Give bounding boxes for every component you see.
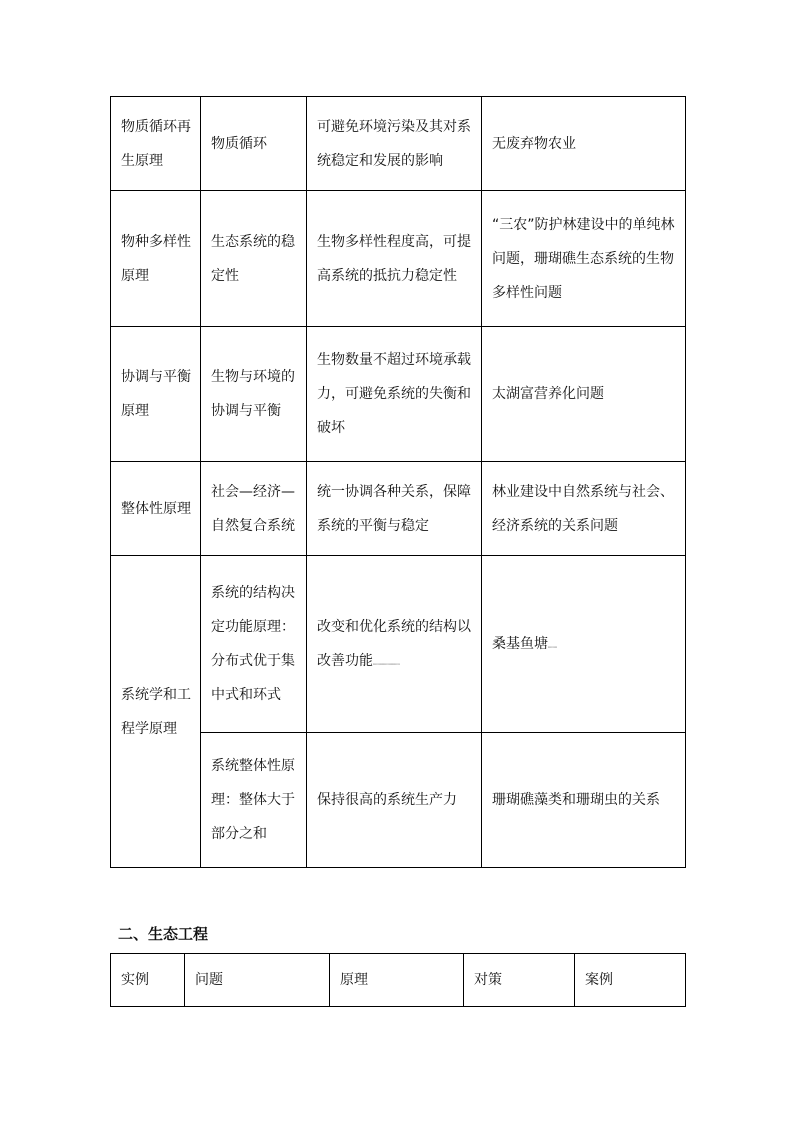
- theory-cell: 物质循环: [201, 97, 307, 191]
- section-title: 二、生态工程: [118, 925, 209, 943]
- principles-table: [110, 96, 686, 868]
- significance-cell: 改变和优化系统的结构以改善功能ɪɪɪɪɪɪɪɪɪɪɪɪɪɪɪɪɪɪɪɪɪɪɪɪ: [307, 556, 482, 733]
- significance-cell: 保持很高的系统生产力: [307, 733, 482, 868]
- table-row: [111, 327, 686, 462]
- column-header: 实例: [111, 954, 185, 1007]
- table-row: [111, 556, 686, 733]
- column-header: 案例: [575, 954, 686, 1007]
- application-cell: 无废弃物农业: [482, 97, 686, 191]
- watermark-mark: ɪɪɪɪɪɪɪɪ: [548, 645, 557, 649]
- significance-cell: 可避免环境污染及其对系统稳定和发展的影响: [307, 97, 482, 191]
- engineering-table: [110, 953, 686, 1007]
- theory-cell: 生态系统的稳定性: [201, 191, 307, 327]
- application-cell: 桑基鱼塘ɪɪɪɪɪɪɪɪ: [482, 556, 686, 733]
- principle-cell: 协调与平衡原理: [111, 327, 201, 462]
- theory-cell: 系统的结构决定功能原理：分布式优于集中式和环式: [201, 556, 307, 733]
- theory-cell: 生物与环境的协调与平衡: [201, 327, 307, 462]
- application-cell: 珊瑚礁藻类和珊瑚虫的关系: [482, 733, 686, 868]
- column-header: 对策: [464, 954, 575, 1007]
- theory-cell: 系统整体性原理：整体大于部分之和: [201, 733, 307, 868]
- application-cell: 林业建设中自然系统与社会、经济系统的关系问题: [482, 462, 686, 556]
- watermark-mark: ɪɪɪɪɪɪɪɪɪɪɪɪɪɪɪɪɪɪɪɪɪɪɪɪ: [373, 662, 400, 666]
- principle-cell: 物种多样性原理: [111, 191, 201, 327]
- significance-cell: 统一协调各种关系，保障系统的平衡与稳定: [307, 462, 482, 556]
- table-header-row: [111, 954, 686, 1007]
- theory-cell: 社会—经济—自然复合系统: [201, 462, 307, 556]
- table-row: [111, 97, 686, 191]
- significance-cell: 生物多样性程度高，可提高系统的抵抗力稳定性: [307, 191, 482, 327]
- principle-cell: 物质循环再生原理: [111, 97, 201, 191]
- significance-cell: 生物数量不超过环境承载力，可避免系统的失衡和破坏: [307, 327, 482, 462]
- column-header: 原理: [330, 954, 464, 1007]
- application-cell: “三农”防护林建设中的单纯林问题，珊瑚礁生态系统的生物多样性问题: [482, 191, 686, 327]
- principle-cell: 系统学和工程学原理: [111, 556, 201, 868]
- table-row: [111, 462, 686, 556]
- principle-cell: 整体性原理: [111, 462, 201, 556]
- column-header: 问题: [185, 954, 330, 1007]
- application-cell: 太湖富营养化问题: [482, 327, 686, 462]
- table-row: [111, 191, 686, 327]
